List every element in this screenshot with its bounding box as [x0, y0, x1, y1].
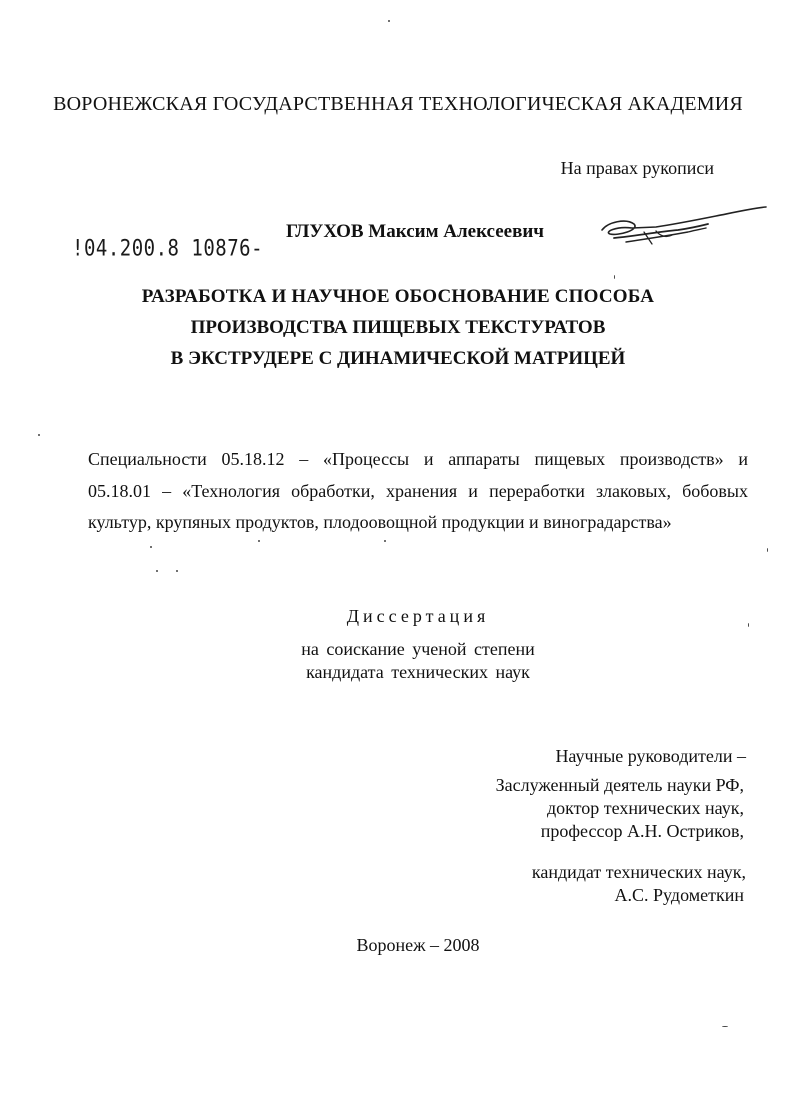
- scan-speck: [384, 540, 386, 542]
- scan-speck: [258, 540, 260, 542]
- scan-speck: [156, 570, 158, 572]
- academy-name: ВОРОНЕЖСКАЯ ГОСУДАРСТВЕННАЯ ТЕХНОЛОГИЧЕСКАЯ АКАДЕМИЯ: [53, 93, 743, 115]
- scan-speck: [748, 623, 749, 627]
- specialty-line-3: культур, крупяных продуктов, плодоовощной продукции и виноградарства»: [88, 512, 672, 532]
- supervisor-1-degree: доктор технических наук,: [547, 798, 744, 818]
- supervisor-1-title: Заслуженный деятель науки РФ,: [495, 775, 744, 795]
- city-year: Воронеж – 2008: [356, 935, 480, 955]
- dissertation-title-line-2: ПРОИЗВОДСТВА ПИЩЕВЫХ ТЕКСТУРАТОВ: [190, 317, 606, 338]
- archive-stamp-number: !04.200.8 10876-: [72, 236, 264, 262]
- signature-icon: [596, 202, 768, 254]
- degree-line-1: на соискание ученой степени: [301, 639, 535, 659]
- scan-speck: [388, 20, 390, 22]
- supervisor-2-degree: кандидат технических наук,: [531, 862, 746, 882]
- dissertation-title-line-3: В ЭКСТРУДЕРЕ С ДИНАМИЧЕСКОЙ МАТРИЦЕЙ: [170, 348, 626, 369]
- scan-speck: [38, 434, 40, 436]
- scan-speck: [722, 1026, 728, 1027]
- supervisor-2-name: А.С. Рудометкин: [614, 885, 744, 905]
- specialty-line-2: 05.18.01 – «Технология обработки, хранения и переработки злаковых, бобовых: [88, 481, 748, 501]
- supervisor-1-name: профессор А.Н. Остриков,: [540, 821, 744, 841]
- dissertation-title-line-1: РАЗРАБОТКА И НАУЧНОЕ ОБОСНОВАНИЕ СПОСОБА: [141, 286, 655, 307]
- scan-speck: [614, 275, 615, 279]
- scan-speck: [176, 570, 178, 572]
- author-name: ГЛУХОВ Максим Алексеевич: [286, 221, 545, 242]
- manuscript-rights-note: На правах рукописи: [560, 158, 714, 178]
- degree-line-2: кандидата технических наук: [306, 662, 530, 682]
- supervisors-heading: Научные руководители –: [555, 746, 746, 766]
- scan-speck: [150, 546, 152, 548]
- dissertation-label: Диссертация: [346, 606, 490, 626]
- specialty-line-1: Специальности 05.18.12 – «Процессы и аппараты пищевых производств» и: [88, 449, 748, 469]
- scan-speck: [767, 548, 768, 552]
